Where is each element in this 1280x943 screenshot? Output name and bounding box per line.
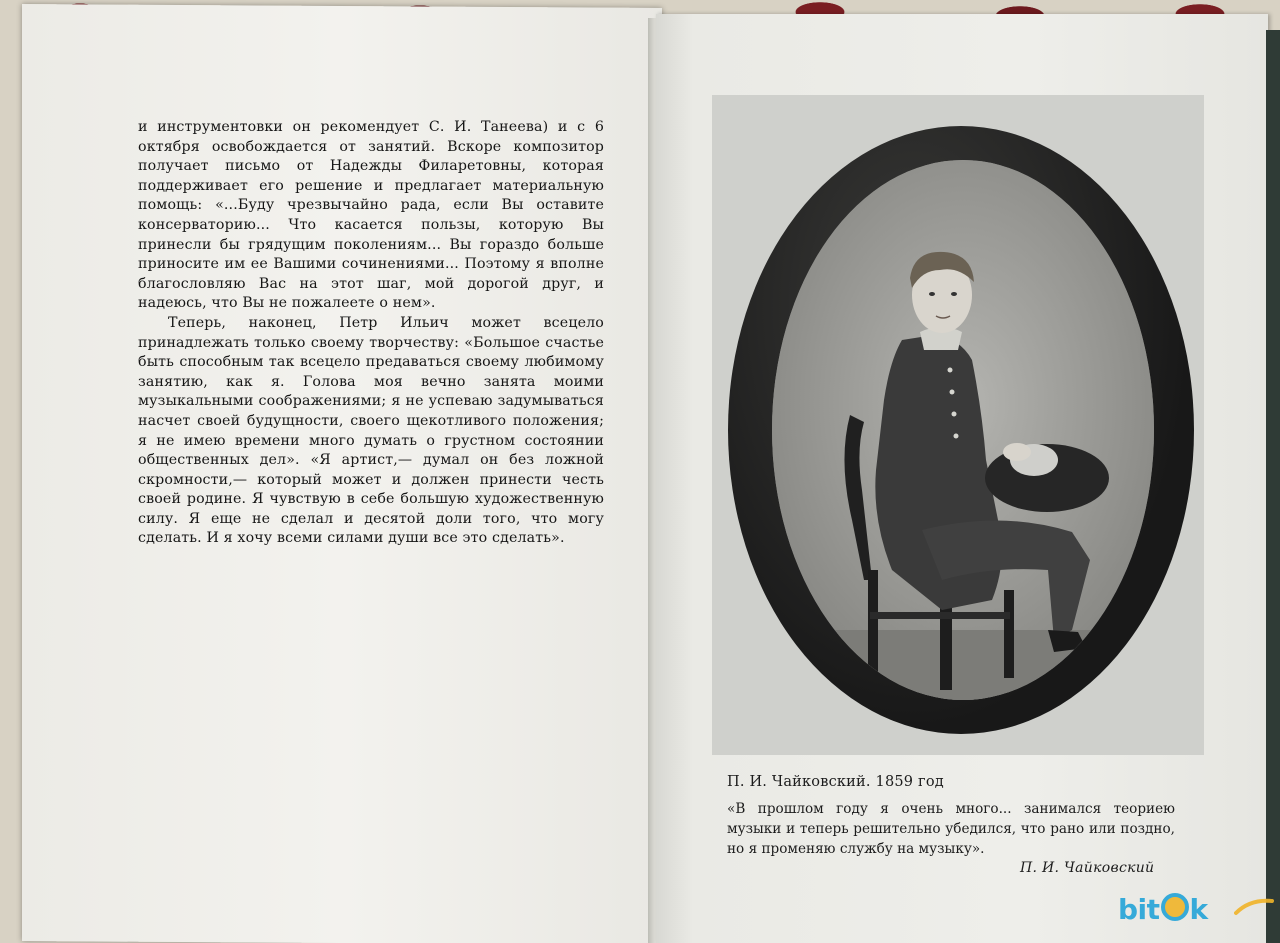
book-cover-edge [1266, 30, 1280, 943]
watermark-swoosh-icon [1234, 895, 1274, 919]
photo-caption: П. И. Чайковский. 1859 год [727, 774, 944, 790]
watermark-text-start: bit [1118, 893, 1160, 926]
quote-author: П. И. Чайковский [1020, 860, 1155, 876]
tchaikovsky-quote [727, 799, 1175, 859]
watermark-logo [1118, 893, 1208, 926]
quote-text: «В прошлом году я очень много... занимался теориею музыки и теперь решительно убедился, что рано или поздно, но я променяю службу на музыку». [727, 801, 1175, 857]
paragraph-2: Теперь, наконец, Петр Ильич может всецело принадлежать только своему творчеству: «Большое счастье быть способным так всецело предаваться своему любимому занятию, как я. Голова моя вечно занята моими музыкальными соображениями; я не успеваю задумываться насчет своей будущности, своего щекотливого положения; я не имею времени много думать о грустном состоянии общественных дел». «Я артист,— думал он без ложной скромности,— который может и должен принести честь своей родине. Я чувствую в себе большую художественную силу. Я еще не сделал и десятой доли того, что могу сделать. И я хочу всеми силами души все это сделать». [138, 314, 604, 547]
watermark-coin-icon [1161, 893, 1189, 921]
left-page-text [138, 118, 604, 549]
seated-boy-illustration [772, 160, 1154, 700]
paragraph-1: и инструментовки он рекомендует С. И. Танеева) и с 6 октября освобождается от занятий. Вскоре композитор получает письмо от Надежды Филаретовны, которая поддерживает его решение и предлагает материальную помощь: «...Буду чрезвычайно рада, если Вы оставите консерваторию... Что касается пользы, которую Вы принесли бы грядущим поколениям... Вы гораздо больше приносите им ее Вашими сочинениями... Поэтому я вполне благословляю Вас на этот шаг, мой дорогой друг, и надеюсь, что Вы не пожалеете о нем». [138, 119, 604, 312]
portrait-photo [772, 160, 1154, 700]
watermark-text-end: k [1189, 893, 1208, 926]
